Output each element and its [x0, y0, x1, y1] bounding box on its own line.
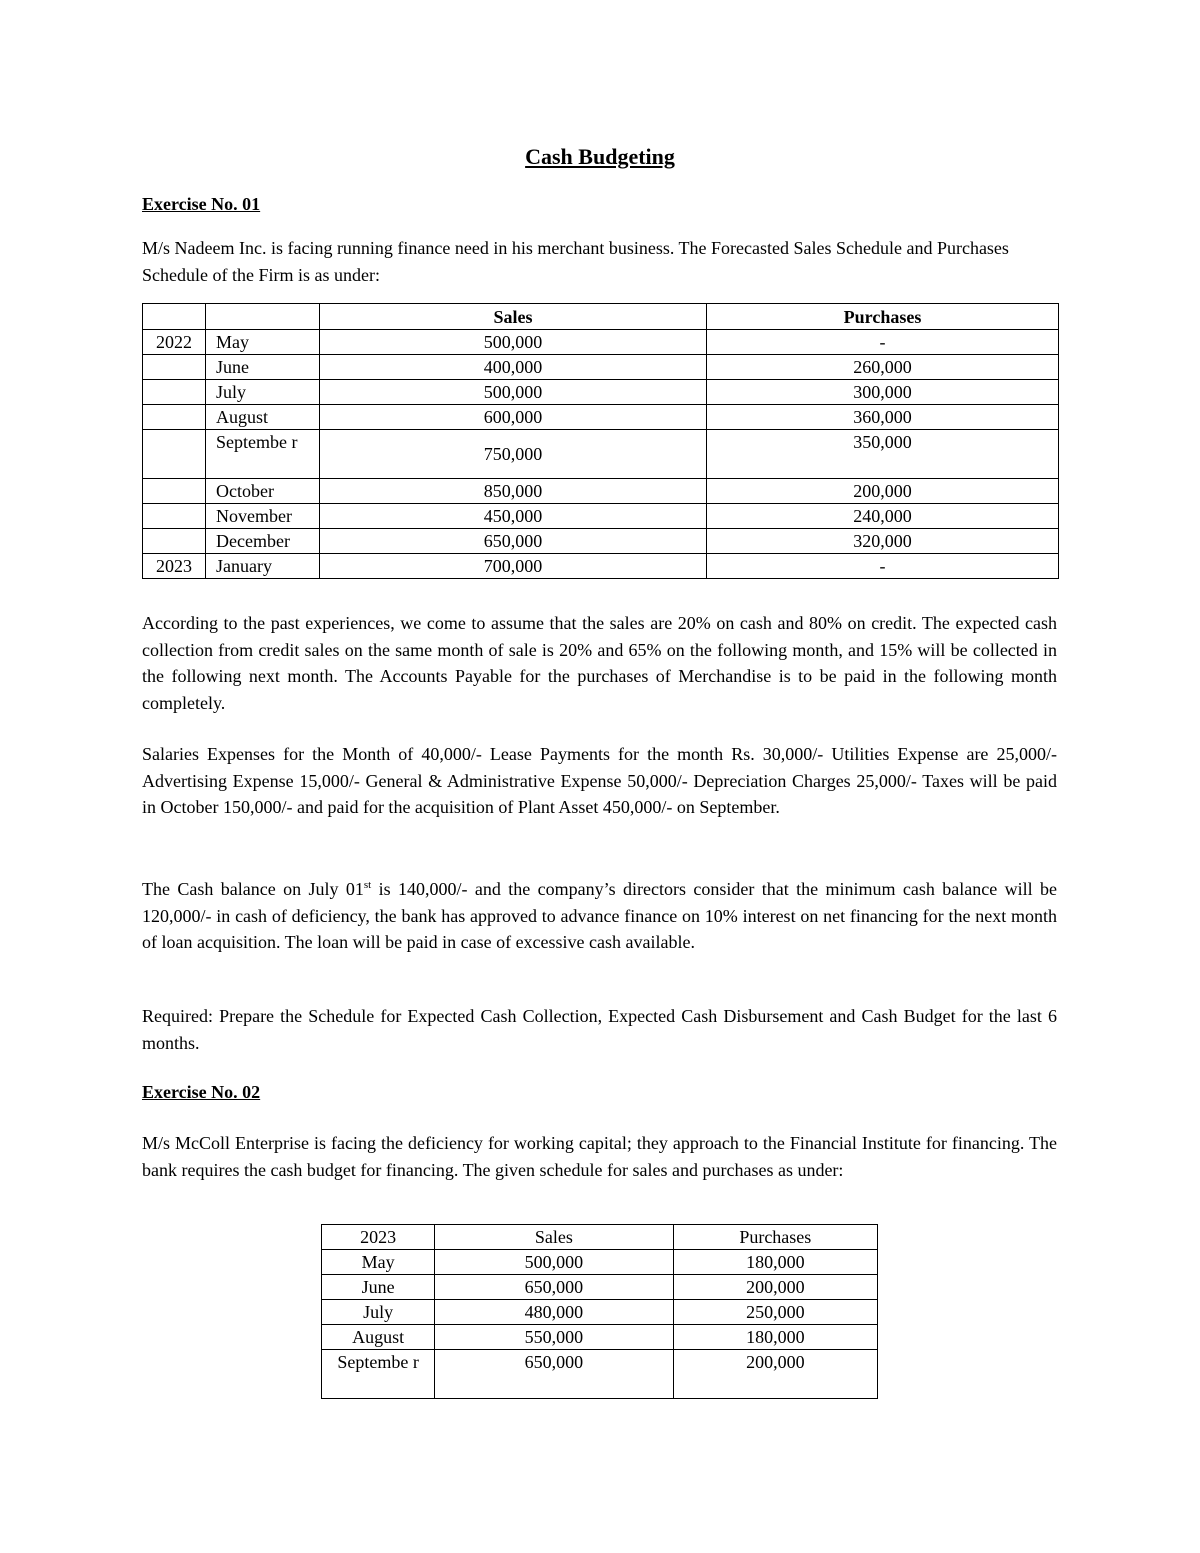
- purchases-cell: 320,000: [707, 529, 1059, 554]
- sales-cell: 500,000: [320, 380, 707, 405]
- header-sales: Sales: [435, 1225, 673, 1250]
- header-cell: [143, 304, 206, 330]
- year-cell: 2023: [143, 554, 206, 579]
- table-row: [143, 380, 1059, 405]
- month-cell: October: [206, 479, 320, 504]
- year-cell: 2022: [143, 330, 206, 355]
- month-cell: Septembe r: [206, 430, 320, 479]
- table-row: [143, 479, 1059, 504]
- exercise2-table: [321, 1224, 878, 1399]
- table-row: [322, 1350, 878, 1399]
- sales-cell: 850,000: [320, 479, 707, 504]
- header-year: 2023: [322, 1225, 435, 1250]
- sales-cell: 550,000: [435, 1325, 673, 1350]
- table-row: [143, 405, 1059, 430]
- page-title: Cash Budgeting: [525, 144, 675, 169]
- month-cell: June: [322, 1275, 435, 1300]
- table-row: [322, 1325, 878, 1350]
- month-cell: May: [322, 1250, 435, 1275]
- exercise1-table: [142, 303, 1059, 579]
- header-purchases: Purchases: [673, 1225, 877, 1250]
- exercise1-cash-balance-paragraph: [142, 872, 1057, 956]
- ordinal-suffix: st: [363, 879, 372, 891]
- exercise1-collection-paragraph: According to the past experiences, we come to assume that the sales are 20% on cash and 80% on credit. The expected cash collection from credit sales on the same month of sale is 20% and 65% on the following month, and 15% will be collected in the following next month. The Accounts Payable for the purchases of Merchandise is to be paid in the following month completely.: [142, 613, 1057, 714]
- sales-cell: 450,000: [320, 504, 707, 529]
- exercise1-required-paragraph: Required: Prepare the Schedule for Expected Cash Collection, Expected Cash Disbursement and Cash Budget for the last 6 months.: [142, 1006, 1057, 1053]
- sales-cell: 500,000: [435, 1250, 673, 1275]
- sales-cell: 700,000: [320, 554, 707, 579]
- year-cell: [143, 529, 206, 554]
- month-cell: August: [206, 405, 320, 430]
- table-row: [322, 1300, 878, 1325]
- year-cell: [143, 479, 206, 504]
- cash-balance-text-a: The Cash balance on July 01: [142, 879, 364, 899]
- purchases-cell: 200,000: [673, 1350, 877, 1399]
- purchases-cell: 180,000: [673, 1325, 877, 1350]
- purchases-cell: 350,000: [707, 430, 1059, 479]
- exercise1-intro: M/s Nadeem Inc. is facing running finance need in his merchant business. The Forecasted Sales Schedule and Purchases Schedule of the Firm is as under:: [142, 238, 1009, 285]
- table-row: [322, 1275, 878, 1300]
- purchases-cell: -: [707, 330, 1059, 355]
- month-cell: July: [206, 380, 320, 405]
- year-cell: [143, 430, 206, 479]
- month-cell: May: [206, 330, 320, 355]
- purchases-cell: 240,000: [707, 504, 1059, 529]
- sales-cell: 650,000: [435, 1275, 673, 1300]
- month-cell: July: [322, 1300, 435, 1325]
- sales-cell: 480,000: [435, 1300, 673, 1325]
- table-row: [143, 355, 1059, 380]
- purchases-cell: -: [707, 554, 1059, 579]
- sales-cell: 650,000: [435, 1350, 673, 1399]
- purchases-cell: 200,000: [707, 479, 1059, 504]
- year-cell: [143, 355, 206, 380]
- table-row: [143, 529, 1059, 554]
- month-cell: January: [206, 554, 320, 579]
- cash-balance-text-b: is 140,000/- and the company’s directors consider that the minimum cash balance will be 120,000/- in cash of deficiency, the bank has approved to advance finance on 10% interest on net financing for the next month of loan acquisition. The loan will be paid in case of excessive cash available.: [142, 879, 1057, 953]
- table-header-row: [322, 1225, 878, 1250]
- sales-cell: 600,000: [320, 405, 707, 430]
- table-row: [143, 504, 1059, 529]
- table-header-row: [143, 304, 1059, 330]
- exercise1-heading: Exercise No. 01: [142, 194, 261, 214]
- sales-cell: 750,000: [320, 430, 707, 479]
- purchases-cell: 200,000: [673, 1275, 877, 1300]
- exercise1-expenses-paragraph: Salaries Expenses for the Month of 40,000/- Lease Payments for the month Rs. 30,000/- Utilities Expense are 25,000/- Advertising Expense 15,000/- General & Administrative Expense 50,000/- Depreciation Charges 25,000/- Taxes will be paid in October 150,000/- and paid for the acquisition of Plant Asset 450,000/- on September.: [142, 744, 1057, 818]
- sales-cell: 650,000: [320, 529, 707, 554]
- table-row: [143, 554, 1059, 579]
- year-cell: [143, 504, 206, 529]
- sales-cell: 500,000: [320, 330, 707, 355]
- month-cell: December: [206, 529, 320, 554]
- table-row: [143, 430, 1059, 479]
- purchases-cell: 260,000: [707, 355, 1059, 380]
- header-sales: Sales: [320, 304, 707, 330]
- header-cell: [206, 304, 320, 330]
- purchases-cell: 250,000: [673, 1300, 877, 1325]
- exercise2-intro: M/s McColl Enterprise is facing the deficiency for working capital; they approach to the Financial Institute for financing. The bank requires the cash budget for financing. The given schedule for sales and purchases as under:: [142, 1133, 1057, 1180]
- purchases-cell: 300,000: [707, 380, 1059, 405]
- exercise2-heading: Exercise No. 02: [142, 1082, 261, 1102]
- month-cell: August: [322, 1325, 435, 1350]
- sales-cell: 400,000: [320, 355, 707, 380]
- purchases-cell: 360,000: [707, 405, 1059, 430]
- month-cell: Septembe r: [322, 1350, 435, 1399]
- month-cell: June: [206, 355, 320, 380]
- year-cell: [143, 380, 206, 405]
- year-cell: [143, 405, 206, 430]
- table-row: [322, 1250, 878, 1275]
- header-purchases: Purchases: [707, 304, 1059, 330]
- month-cell: November: [206, 504, 320, 529]
- table-row: [143, 330, 1059, 355]
- purchases-cell: 180,000: [673, 1250, 877, 1275]
